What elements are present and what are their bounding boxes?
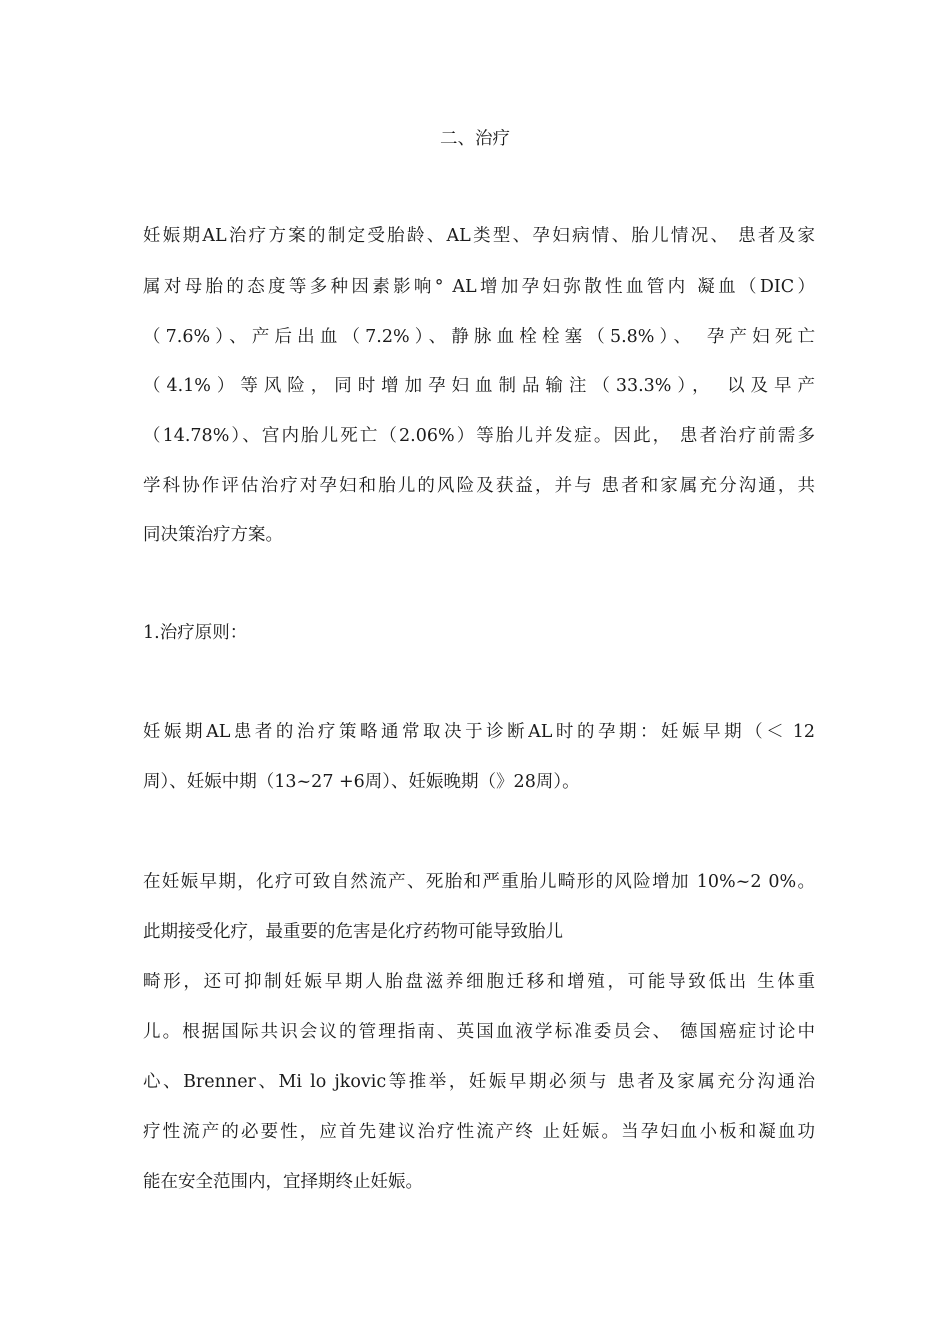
- paragraph-line: 心、Brenner、Mi lo jkovic等推举，妊娠早期必须与 患者及家属充分沟通治: [143, 1072, 815, 1092]
- paragraph-line: 学科协作评估治疗对孕妇和胎儿的风险及获益，并与 患者和家属充分沟通，共: [143, 476, 815, 496]
- paragraph-line: 畸形，还可抑制妊娠早期人胎盘滋养细胞迁移和增殖，可能导致低出 生体重: [143, 972, 815, 992]
- paragraph-line: 儿。根据国际共识会议的管理指南、英国血液学标准委员会、 德国癌症讨论中: [143, 1022, 815, 1042]
- paragraph-line: （4.1%）等风险，同时增加孕妇血制品输注（33.3%）， 以及早产: [143, 376, 815, 396]
- paragraph-line: 妊娠期AL患者的治疗策略通常取决于诊断AL时的孕期：妊娠早期（＜ 12: [143, 722, 815, 742]
- paragraph-line: 在妊娠早期，化疗可致自然流产、死胎和严重胎儿畸形的风险增加 10%~2 0%。: [143, 872, 815, 892]
- paragraph-line: 属对母胎的态度等多种因素影响° AL增加孕妇弥散性血管内 凝血（DIC）: [143, 277, 815, 297]
- section-title: 二、治疗: [440, 129, 510, 149]
- paragraph-line: 能在安全范围内，宜择期终止妊娠。: [143, 1172, 423, 1192]
- paragraph-line: 同决策治疗方案。: [143, 525, 283, 545]
- paragraph-line: （7.6%）、产后出血（7.2%）、静脉血栓栓塞（5.8%）、 孕产妇死亡: [143, 327, 815, 347]
- paragraph-line: 妊娠期AL治疗方案的制定受胎龄、AL类型、孕妇病情、胎儿情况、 患者及家: [143, 226, 815, 246]
- subheading-treatment-principles: 1.治疗原则：: [143, 623, 248, 643]
- paragraph-line: 周）、妊娠中期（13~27 +6周）、妊娠晚期（》28周）。: [143, 772, 580, 792]
- paragraph-line: 疗性流产的必要性，应首先建议治疗性流产终 止妊娠。当孕妇血小板和凝血功: [143, 1122, 815, 1142]
- paragraph-line: 此期接受化疗，最重要的危害是化疗药物可能导致胎儿: [143, 922, 563, 942]
- paragraph-line: （14.78%）、宫内胎儿死亡（2.06%）等胎儿并发症。因此， 患者治疗前需多: [143, 426, 815, 446]
